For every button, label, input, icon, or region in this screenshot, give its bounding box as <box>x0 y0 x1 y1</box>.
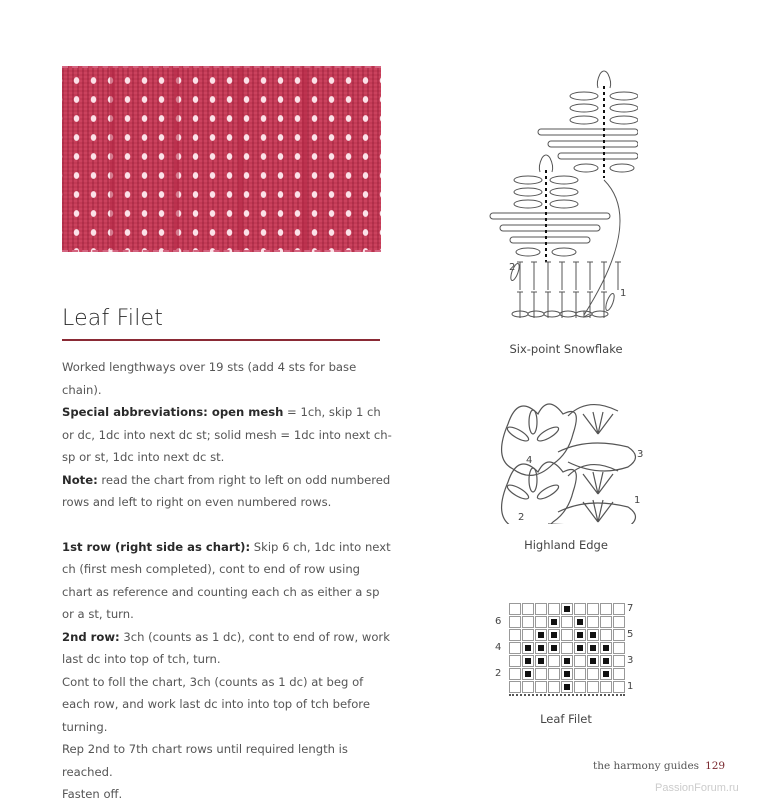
solid-mesh-cell <box>522 642 534 654</box>
highland-row-label-4: 4 <box>526 455 533 466</box>
page-number: 129 <box>705 760 726 772</box>
filet-row-label-1: 1 <box>627 681 634 692</box>
open-mesh-cell <box>509 603 521 615</box>
pattern-title: Leaf Filet <box>62 306 164 331</box>
solid-mesh-cell <box>600 642 612 654</box>
open-mesh-cell <box>613 655 625 667</box>
highland-row-label-2: 2 <box>518 512 525 523</box>
open-mesh-cell <box>613 603 625 615</box>
open-mesh-cell <box>613 668 625 680</box>
continue-text: Cont to foll the chart, 3ch (counts as 1 dc) at beg of each row, and work last dc into into top of tch before turning. <box>62 674 370 734</box>
row-2-instruction <box>62 626 392 671</box>
open-mesh-cell <box>587 681 599 693</box>
snowflake-row-label-1: 1 <box>620 288 627 299</box>
highland-flower-lower <box>502 462 577 524</box>
solid-mesh-cell <box>600 655 612 667</box>
filet-row-label-4: 4 <box>495 642 502 653</box>
filet-caption: Leaf Filet <box>540 712 592 726</box>
open-mesh-cell <box>587 668 599 680</box>
series-name: the harmony guides <box>593 760 700 772</box>
open-mesh-cell <box>535 616 547 628</box>
open-mesh-cell <box>509 668 521 680</box>
highland-flower-upper <box>502 404 577 475</box>
open-mesh-cell <box>561 642 573 654</box>
open-mesh-cell <box>600 603 612 615</box>
solid-mesh-cell <box>548 629 560 641</box>
filet-row-label-3: 3 <box>627 655 634 666</box>
note <box>62 469 392 514</box>
open-mesh-cell <box>600 616 612 628</box>
solid-mesh-cell <box>561 603 573 615</box>
repeat-text: Rep 2nd to 7th chart rows until required length is reached. <box>62 742 348 779</box>
swatch-column <box>238 68 243 250</box>
highland-fans <box>548 405 636 524</box>
solid-mesh-cell <box>548 616 560 628</box>
note-text: read the chart from right to left on odd numbered rows and left to right on even numbered rows. <box>62 472 391 509</box>
open-mesh-cell <box>587 603 599 615</box>
open-mesh-cell <box>613 681 625 693</box>
page-footer <box>593 760 725 772</box>
solid-mesh-cell <box>561 681 573 693</box>
open-mesh-cell <box>548 681 560 693</box>
special-abbreviations <box>62 401 392 469</box>
solid-mesh-cell <box>561 668 573 680</box>
open-mesh-cell <box>509 616 521 628</box>
filet-row-label-6: 6 <box>495 616 502 627</box>
highland-row-label-1: 1 <box>634 495 641 506</box>
solid-mesh-cell <box>587 655 599 667</box>
open-mesh-cell <box>535 603 547 615</box>
open-mesh-cell <box>613 629 625 641</box>
solid-mesh-cell <box>535 642 547 654</box>
solid-mesh-cell <box>561 655 573 667</box>
row-1-instruction <box>62 536 392 626</box>
row-1-label: 1st row (right side as chart): <box>62 539 251 554</box>
solid-mesh-cell <box>574 629 586 641</box>
solid-mesh-cell <box>535 629 547 641</box>
swatch-column <box>174 68 179 250</box>
swatch-column <box>302 68 307 250</box>
open-mesh-cell <box>587 616 599 628</box>
snowflake-row-label-2: 2 <box>509 262 516 273</box>
pattern-instructions <box>62 356 392 806</box>
open-mesh-cell <box>509 629 521 641</box>
open-mesh-cell <box>548 655 560 667</box>
open-mesh-cell <box>522 616 534 628</box>
title-underline <box>62 339 380 341</box>
open-mesh-cell <box>535 668 547 680</box>
row-1-text: Skip 6 ch, 1dc into next ch (first mesh completed), cont to end of row using chart as reference and counting each ch as either a sp or a st, turn. <box>62 539 391 621</box>
row-2-text: 3ch (counts as 1 dc), cont to end of row, work last dc into top of tch, turn. <box>62 629 390 666</box>
open-mesh-cell <box>574 603 586 615</box>
snowflake-caption: Six-point Snowflake <box>509 342 623 356</box>
highland-row-label-3: 3 <box>637 449 644 460</box>
crochet-swatch-photo <box>62 66 381 252</box>
open-mesh-cell <box>600 681 612 693</box>
special-label: Special abbreviations: open mesh <box>62 405 284 419</box>
open-mesh-cell <box>613 616 625 628</box>
open-mesh-cell <box>548 668 560 680</box>
open-mesh-cell <box>522 629 534 641</box>
open-mesh-cell <box>561 629 573 641</box>
solid-mesh-cell <box>574 616 586 628</box>
solid-mesh-cell <box>535 655 547 667</box>
solid-mesh-cell <box>587 629 599 641</box>
open-mesh-cell <box>574 655 586 667</box>
highland-caption: Highland Edge <box>524 538 608 552</box>
watermark: PassionForum.ru <box>655 782 739 794</box>
open-mesh-cell <box>509 655 521 667</box>
open-mesh-cell <box>561 616 573 628</box>
open-mesh-cell <box>509 642 521 654</box>
open-mesh-cell <box>600 629 612 641</box>
solid-mesh-cell <box>600 668 612 680</box>
open-mesh-cell <box>522 681 534 693</box>
note-label: Note: <box>62 472 98 487</box>
open-mesh-cell <box>574 668 586 680</box>
highland-edge-diagram <box>488 394 641 524</box>
row-2-label: 2nd row: <box>62 629 120 644</box>
swatch-column <box>110 68 115 250</box>
solid-mesh-cell <box>574 642 586 654</box>
open-mesh-cell <box>574 681 586 693</box>
special-text: = 1ch, skip 1 ch or dc, 1dc into next dc st; solid mesh = 1dc into next ch-sp or st, 1dc into next dc st. <box>62 405 392 464</box>
filet-row-label-5: 5 <box>627 629 634 640</box>
open-mesh-cell <box>548 603 560 615</box>
filet-row-label-7: 7 <box>627 603 634 614</box>
solid-mesh-cell <box>522 668 534 680</box>
open-mesh-cell <box>535 681 547 693</box>
intro-text: Worked lengthways over 19 sts (add 4 sts for base chain). <box>62 360 357 397</box>
solid-mesh-cell <box>548 642 560 654</box>
open-mesh-cell <box>509 681 521 693</box>
snowflake-diagram <box>488 66 638 326</box>
open-mesh-cell <box>522 603 534 615</box>
open-mesh-cell <box>613 642 625 654</box>
filet-row-label-2: 2 <box>495 668 502 679</box>
solid-mesh-cell <box>587 642 599 654</box>
leaf-filet-chart <box>509 603 625 696</box>
fasten-text: Fasten off. <box>62 787 123 801</box>
snowflake-base-rows <box>509 262 621 318</box>
solid-mesh-cell <box>522 655 534 667</box>
